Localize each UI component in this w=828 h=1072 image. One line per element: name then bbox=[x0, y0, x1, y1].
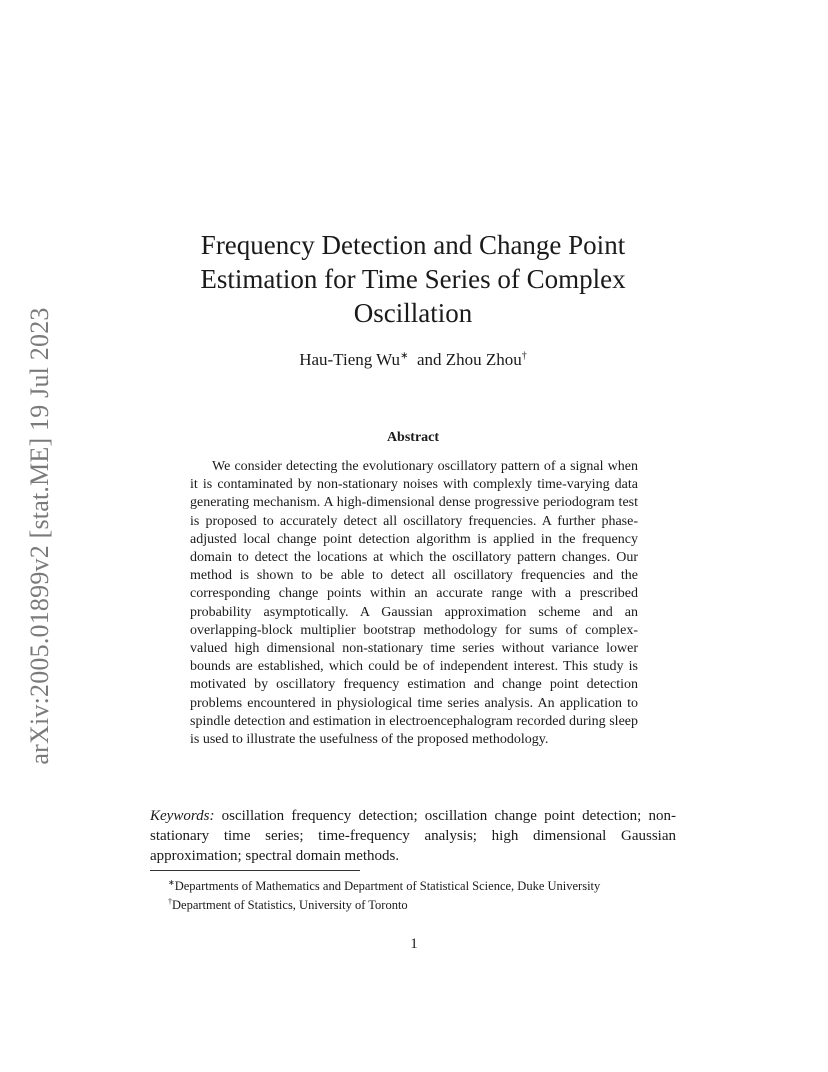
abstract-heading: Abstract bbox=[386, 430, 440, 445]
footnote-mark: ∗ bbox=[400, 350, 409, 362]
author-name: Hau-Tieng Wu bbox=[299, 350, 401, 369]
footnotes bbox=[168, 875, 600, 913]
footnote-mark: ∗ bbox=[168, 878, 175, 887]
footnote-divider bbox=[150, 870, 360, 871]
title-line: Frequency Detection and Change Point bbox=[200, 230, 626, 260]
arxiv-identifier: arXiv:2005.01899v2 [stat.ME] 19 Jul 2023 bbox=[25, 307, 54, 765]
footnote-text: Departments of Mathematics and Department of Statistical Science, Duke University bbox=[174, 879, 601, 894]
keywords-text: oscillation frequency detection; oscillation change point detection; non-stationary time series; time-frequency analysis; high dimensional Gaussian approximation; spectral domain methods. bbox=[150, 808, 676, 864]
author-list bbox=[150, 350, 676, 370]
abstract-body: We consider detecting the evolutionary oscillatory pattern of a signal when it is contaminated by non-stationary noises with complexly time-varying data generating mechanism. A high-dimensional dense progressive periodogram test is proposed to accurately detect all oscillatory frequencies. A further phase-adjusted local change point detection algorithm is applied in the frequency domain to detect the locations at which the oscillatory pattern changes. Our method is shown to be able to detect all oscillatory frequencies and the corresponding change points within an accurate range with a prescribed probability asymptotically. A Gaussian approximation scheme and an overlapping-block multiplier bootstrap methodology for sums of complex-valued high dimensional non-stationary time series without variance lower bounds are established, which could be of independent interest. This study is motivated by oscillatory frequency estimation and change point detection problems encountered in physiological time series analysis. An application to spindle detection and estimation in electroencephalogram recorded during sleep is used to illustrate the usefulness of the proposed methodology. bbox=[190, 459, 638, 748]
keywords-paragraph bbox=[150, 806, 676, 866]
footnote-mark: † bbox=[521, 350, 527, 362]
footnote-mark: † bbox=[168, 897, 172, 907]
page-number: 1 bbox=[410, 936, 418, 952]
author-conjunction: and bbox=[416, 350, 442, 369]
paper-title bbox=[150, 228, 676, 330]
footnote bbox=[168, 894, 600, 913]
author-name: Zhou Zhou bbox=[445, 350, 522, 369]
title-line: Estimation for Time Series of Complex bbox=[200, 264, 626, 294]
title-line: Oscillation bbox=[353, 298, 473, 328]
keywords-label: Keywords: bbox=[150, 808, 215, 824]
footnote-text: Department of Statistics, University of Toronto bbox=[172, 898, 408, 913]
footnote bbox=[168, 875, 600, 894]
